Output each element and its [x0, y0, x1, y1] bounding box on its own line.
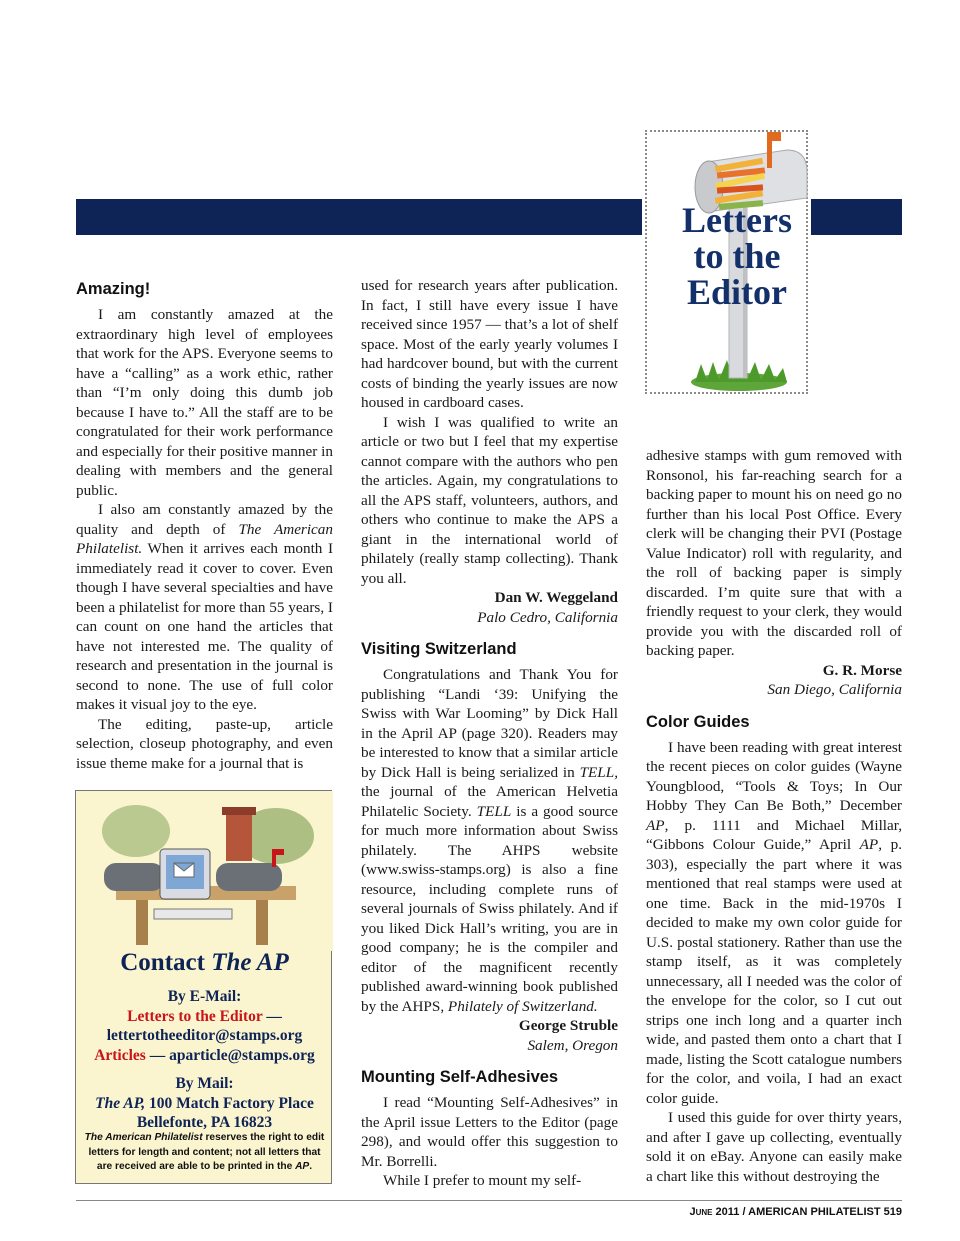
signature-name: G. R. Morse [822, 661, 902, 679]
paragraph: used for research years after publication. In fact, I still have every issue I have received since 1957 — that’s a lot of shelf space. Most of the early yearly volumes I had hardcover bound, but with the current costs of binding the yearly issues are now housed in cardboard cases. [361, 277, 618, 411]
paragraph: While I prefer to mount my self- [383, 1172, 582, 1189]
signature-place: San Diego, California [767, 681, 902, 698]
page-footer [689, 1206, 902, 1218]
text: reserves the right to edit letters for length and content; not all letters that are received are able to be printed in the [88, 1132, 325, 1172]
text: Congratulations and Thank You for publishing “Landi ‘39: Unifying the Swiss with War Looming” by Dick Hall in the April AP (page 320). Readers may be interested to know that a similar article by Dick Hall is being serialized in [361, 666, 618, 781]
contact-details [76, 987, 333, 1133]
text: . [309, 1161, 313, 1172]
heading-amazing: Amazing! [76, 280, 151, 298]
letters-to-editor-stamp [645, 130, 808, 394]
text: The AP [211, 949, 289, 976]
articles-line [76, 1046, 333, 1066]
contact-box [75, 790, 332, 1184]
articles-label: Articles [94, 1046, 146, 1064]
text: AP [295, 1161, 310, 1172]
letters-line [76, 1007, 333, 1027]
paragraph [361, 665, 618, 1016]
contact-title [76, 949, 333, 977]
paragraph [76, 500, 333, 715]
address-line-2: Bellefonte, PA 16823 [136, 1114, 273, 1131]
footer-rule [76, 1200, 902, 1201]
paragraph: The editing, paste-up, article selection, closeup photography, and even issue theme make for a journal that is [76, 715, 333, 772]
text: AP [646, 816, 665, 834]
text: , p. 1111 and Michael Millar, “Gibbons Colour Guide,” April [646, 816, 902, 853]
paragraph [646, 738, 902, 1109]
contact-note [82, 1131, 327, 1175]
paragraph: adhesive stamps with gum removed with Ronsonol, his far-reaching search for a backing paper to mount his on need go no further than his local Post Office. Every clerk will be changing their PVI (Postage Value Indicator) roll with regularity, and the roll of backing paper is simply discarded. I’m quite sure that with a friendly request to your clerk, they would provide you with the discarded roll of backing paper. [646, 447, 902, 659]
title-line: Editor [686, 272, 787, 312]
text: TELL, [579, 763, 618, 781]
address-line-1 [76, 1094, 333, 1114]
mailbox-computer-illustration [76, 791, 333, 951]
paragraph: I am constantly amazed at the extraordinary high level of employees that work for the APS. Everyone seems to have a “calling” as a work ethic, rather than “I’m only doing this dumb job because I have to.” All the staff are to be congratulated for their work performance and especially for their positive manner in dealing with members and the general public. [76, 306, 333, 499]
footer-text: 2011 / AMERICAN PHILATELIST 519 [712, 1206, 902, 1218]
text: 100 Match Factory Place [145, 1094, 314, 1112]
footer-month: June [689, 1206, 713, 1218]
column-1 [76, 279, 333, 773]
heading-mounting-self-adhesives: Mounting Self-Adhesives [361, 1068, 559, 1086]
text: The AP, [95, 1094, 146, 1112]
column-3 [646, 446, 902, 1186]
paragraph: I wish I was qualified to write an article or two but I feel that my expertise cannot compare with the authors who pen the articles. Again, my congratulations to all the APS staff, volunteers, authors, and others who continue to make the APS a giant in the international world of philately (really stamp collecting). Thank you all. [361, 413, 618, 587]
text: TELL [476, 802, 512, 820]
journal-title: The American Philatelist. [76, 520, 333, 557]
signature-place: Salem, Oregon [527, 1036, 618, 1054]
text: — [262, 1007, 282, 1025]
articles-email[interactable]: — aparticle@stamps.org [145, 1046, 315, 1064]
text: , p. 303), especially the part where it was mentioned that real stamps were used at one time. Back in the mid-1970s I decided to make my own color guide for U.S. postal stationery. Rather than use the stamp itself, as it was completely unnecessary, all I needed was the color of the envelope for the color, so I cut out strips one inch long and a quarter inch wide, and pasted them onto a chart that I made, listing the Scott catalogue numbers for the color, and voila, I had an exact color guide. [646, 836, 902, 1107]
heading-visiting-switzerland: Visiting Switzerland [361, 640, 517, 658]
signature-name: George Struble [518, 1017, 618, 1034]
text: AP [859, 836, 879, 853]
text: Philately of Switzerland. [447, 997, 598, 1015]
text: is a good source for much more information about Swiss philately. The AHPS website (www.swiss-stamps.org) is also a fine resource, including complete runs of several journals of Swiss philately. And if you liked Dick Hall’s writing, you are in good company; he is the compiler and editor of the magnificent recently published award-winning book published by the AHPS, [361, 802, 618, 1015]
title-line: Letters [682, 200, 792, 240]
text: When it arrives each month I immediately read it cover to cover. Even though I have several specialties and have been a philatelist for more than 55 years, I can count on one hand the articles that have not interested me. The quality of research and presentation in the journal is second to none. The use of full color makes it visual joy to the eye. [76, 540, 333, 713]
title-line: to the [693, 236, 781, 276]
text: I also am constantly amazed by the quality and depth of [76, 501, 333, 538]
signature-place: Palo Cedro, California [477, 608, 618, 626]
signature-name: Dan W. Weggeland [494, 589, 618, 606]
text: the journal of the American Helvetia Philatelic Society. [361, 783, 618, 820]
letters-email[interactable]: lettertotheeditor@stamps.org [106, 1027, 303, 1044]
text: Contact [120, 949, 212, 976]
email-label: By E-Mail: [167, 988, 242, 1005]
paragraph: I used this guide for over thirty years, and after I gave up collecting, eventually sold it on eBay. Anyone can easily make a chart like this without destroying the [646, 1109, 902, 1185]
mail-label: By Mail: [175, 1075, 234, 1092]
letters-label: Letters to the Editor [127, 1007, 263, 1025]
heading-color-guides: Color Guides [646, 712, 750, 731]
stamp-title [647, 202, 827, 310]
paragraph: I read “Mounting Self-Adhesives” in the April issue Letters to the Editor (page 298), and would offer this suggestion to Mr. Borrelli. [361, 1094, 618, 1170]
column-2 [361, 276, 618, 1191]
text: The American Philatelist [84, 1132, 203, 1143]
text: I have been reading with great interest the recent pieces on color guides (Wayne Youngblood, “Tools & Toys; In Our Hobby They Can Be Both,” December [646, 738, 902, 814]
